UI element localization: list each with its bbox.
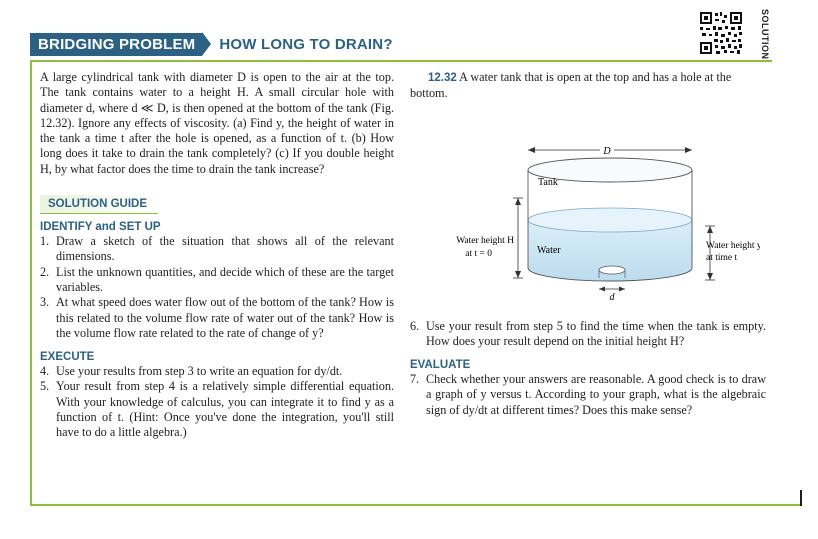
step-text: Your result from step 4 is a relatively simple differential equation. With your knowledge of calculus, you can integrate it to find y as a function of t. (Hint: Once you've done the integration, you'll still have to do a little algebra.) <box>56 379 394 440</box>
frame-left-line <box>30 60 32 505</box>
qr-code-icon[interactable] <box>698 10 744 56</box>
figure-number: 12.32 <box>428 72 457 84</box>
label-height-y-line1: Water height y <box>706 240 760 251</box>
frame-top-line <box>30 60 772 62</box>
water-tank-figure <box>430 108 760 308</box>
step-text: At what speed does water flow out of the bottom of the tank? How is this related to the volume flow rate of water out of the tank? How is the volume flow rate related to the rate of change of y? <box>56 295 394 340</box>
step-6 <box>410 319 766 350</box>
label-D: D <box>603 145 611 157</box>
solution-guide-label: SOLUTION GUIDE <box>40 195 158 214</box>
badge-arrow <box>202 32 211 56</box>
problem-statement: A large cylindrical tank with diameter D is open to the air at the top. The tank contains water to a height H. A small circular hole with diameter d, where d ≪ D, is then opened at the bottom of the tank (Fig. 12.32). Ignore any effects of viscosity. (a) Find y, the height of water in the tank a time t after the hole is opened, as a function of t. (b) How long does it take to drain the tank completely? (c) If you double height H, by what factor does the time to drain the tank increase? <box>40 70 394 176</box>
frame-bottom-line <box>30 504 802 506</box>
solution-tab[interactable]: SOLUTION <box>760 8 770 60</box>
identify-heading: IDENTIFY and SET UP <box>40 221 161 234</box>
label-height-y-line2: at time t <box>706 252 738 263</box>
step-text: Check whether your answers are reasonable. A good check is to draw a graph of y versus t. According to your graph, what is the algebraic sign of dy/dt at different times? Does this make sense? <box>426 372 766 417</box>
evaluate-heading: EVALUATE <box>410 359 471 372</box>
step-number: 5. <box>40 379 50 394</box>
label-d: d <box>609 291 615 303</box>
step-4 <box>40 364 394 379</box>
execute-steps <box>40 364 394 440</box>
arrowhead <box>515 271 521 278</box>
arrowhead <box>528 147 535 153</box>
label-tank: Tank <box>538 176 558 188</box>
step-number: 1. <box>40 234 50 249</box>
frame-corner-tick <box>800 490 802 506</box>
left-column <box>40 70 394 441</box>
label-height-H-line1: Water height H <box>456 235 514 246</box>
evaluate-steps <box>410 372 766 418</box>
step-text: Use your result from step 5 to find the time when the tank is empty. How does your result depend on the initial height H? <box>426 318 766 348</box>
arrowhead <box>599 286 605 291</box>
step-7 <box>410 372 766 418</box>
arrowhead <box>707 273 713 280</box>
identify-steps <box>40 234 394 341</box>
step-text: List the unknown quantities, and decide which of these are the target variables. <box>56 264 394 294</box>
drain-hole <box>599 266 625 274</box>
figure-caption <box>410 70 766 102</box>
water-surface <box>528 208 692 232</box>
step-number: 4. <box>40 364 50 379</box>
label-height-H-line2: at t = 0 <box>465 248 492 259</box>
execute-steps-continued <box>410 319 766 350</box>
page-title: HOW LONG TO DRAIN? <box>219 35 393 53</box>
execute-heading: EXECUTE <box>40 351 95 364</box>
step-number: 2. <box>40 264 50 279</box>
arrowhead <box>707 226 713 233</box>
step-text: Use your results from step 3 to write an equation for dy/dt. <box>56 364 343 379</box>
step-2 <box>40 265 394 296</box>
step-5 <box>40 379 394 440</box>
right-column <box>410 70 766 418</box>
arrowhead <box>515 198 521 205</box>
label-water: Water <box>537 244 561 256</box>
arrowhead <box>685 147 692 153</box>
step-text: Draw a sketch of the situation that shows all of the relevant dimensions. <box>56 234 394 264</box>
step-1 <box>40 234 394 265</box>
step-number: 6. <box>410 318 420 333</box>
header <box>30 32 393 56</box>
bridging-problem-badge: BRIDGING PROBLEM <box>30 33 202 56</box>
arrowhead <box>619 286 625 291</box>
step-3 <box>40 295 394 341</box>
step-number: 3. <box>40 295 50 310</box>
figure-caption-text: A water tank that is open at the top and has a hole at the bottom. <box>410 70 732 101</box>
step-number: 7. <box>410 372 420 387</box>
